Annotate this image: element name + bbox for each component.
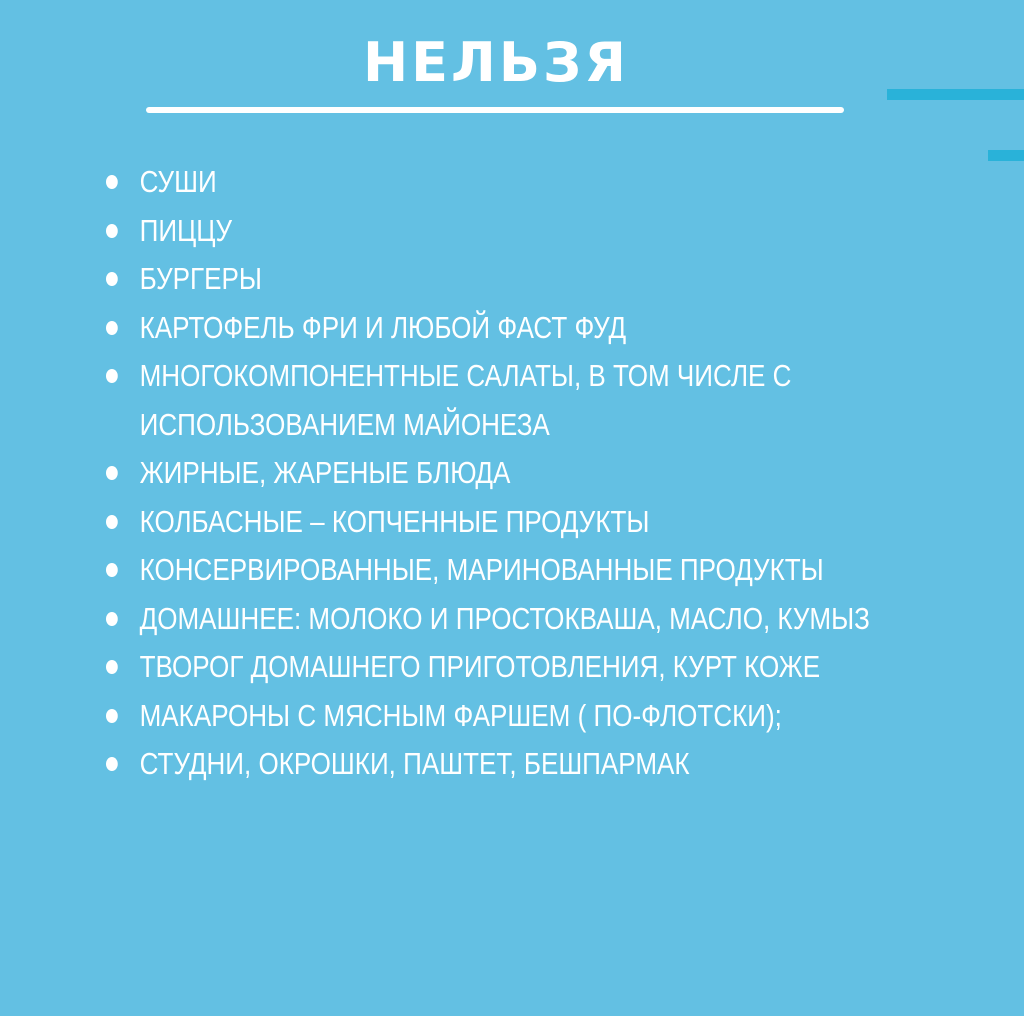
list-item — [106, 255, 921, 304]
bullet-icon — [106, 660, 118, 674]
accent-bar-top — [887, 89, 1024, 100]
bullet-icon — [106, 321, 118, 335]
list-item-text: КОНСЕРВИРОВАННЫЕ, МАРИНОВАННЫЕ ПРОДУКТЫ — [139, 552, 824, 587]
bullet-icon — [106, 709, 118, 723]
list-item-text: МНОГОКОМПОНЕНТНЫЕ САЛАТЫ, В ТОМ ЧИСЛЕ С ИСПОЛЬЗОВАНИЕМ МАЙОНЕЗА — [139, 358, 792, 442]
list-item-text: МАКАРОНЫ С МЯСНЫМ ФАРШЕМ ( ПО-ФЛОТСКИ); — [139, 697, 782, 733]
page-title: НЕЛЬЗЯ — [362, 31, 630, 94]
bullet-icon — [106, 563, 118, 577]
forbidden-foods-list — [106, 158, 1006, 789]
bullet-icon — [106, 224, 118, 238]
list-item-text: СУШИ — [139, 164, 217, 199]
bullet-icon — [106, 466, 118, 480]
list-item — [106, 692, 921, 741]
list-item — [106, 740, 921, 789]
bullet-icon — [106, 612, 118, 626]
list-item-text: ТВОРОГ ДОМАШНЕГО ПРИГОТОВЛЕНИЯ, КУРТ КОЖЕ — [139, 649, 821, 684]
list-item — [106, 595, 921, 644]
list-item-text: СТУДНИ, ОКРОШКИ, ПАШТЕТ, БЕШПАРМАК — [139, 746, 690, 781]
bullet-icon — [106, 272, 118, 286]
bullet-icon — [106, 175, 118, 189]
bullet-icon — [106, 757, 118, 771]
list-item-text: КОЛБАСНЫЕ – КОПЧЕННЫЕ ПРОДУКТЫ — [139, 503, 650, 539]
list-item — [106, 207, 921, 256]
title-underline — [146, 107, 844, 113]
list-item-text: ПИЦЦУ — [139, 212, 233, 248]
list-item — [106, 546, 921, 595]
list-item — [106, 158, 921, 207]
list-item — [106, 304, 921, 353]
bullet-icon — [106, 369, 118, 383]
list-item-text: ЖИРНЫЕ, ЖАРЕНЫЕ БЛЮДА — [139, 455, 511, 490]
bullet-icon — [106, 515, 118, 529]
list-item — [106, 498, 921, 547]
list-item — [106, 449, 921, 498]
list-item-text: КАРТОФЕЛЬ ФРИ И ЛЮБОЙ ФАСТ ФУД — [139, 309, 627, 345]
list-item-text: БУРГЕРЫ — [139, 261, 262, 296]
list-item-text: ДОМАШНЕЕ: МОЛОКО И ПРОСТОКВАША, МАСЛО, КУМЫЗ — [139, 600, 870, 636]
list-item — [106, 352, 921, 449]
list-item — [106, 643, 921, 692]
